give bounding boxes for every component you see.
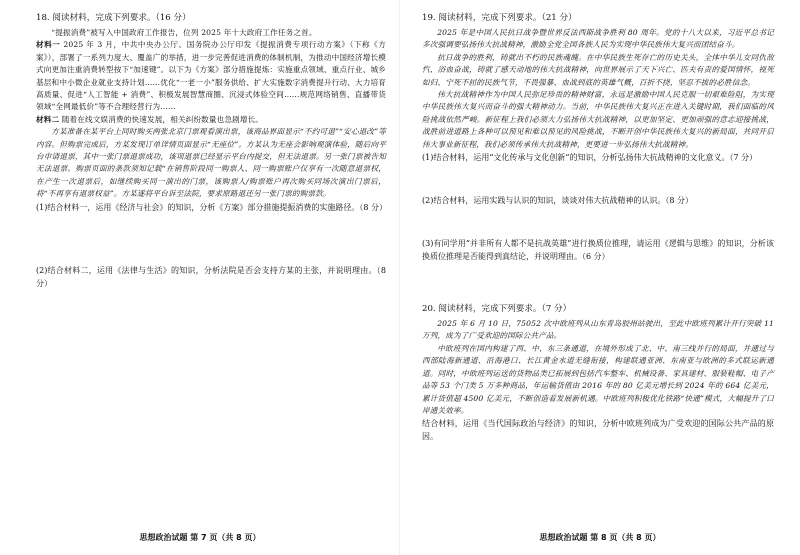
question-20-paragraph-2: 中欧班列在国内构建了西、中、东三条通道，在境外形成了北、中、南三线并行的局面，并通过与西部陆海新通道、沿海港口、长江黄金水道无缝衔接，构建联通亚洲、东南亚与欧洲的多式联运新通道。同时，中欧班列运送的货物品类已拓展到包括汽车整车、机械设备、家具建材、服装鞋帽、电子产品等 53 个门类 5 万多种商品，年运输货值由 2016 年的 80 亿美元增长到 2024 年的 664 亿美元，累计货值超 4500 亿美元，不断创造着发展新机遇。中欧班列积极优化铁路“快通”模式，大幅提升了口岸通关效率。 <box>422 343 774 415</box>
question-18-sub-2: (2)结合材料二，运用《法律与生活》的知识，分析法院是否会支持方某的主张，并说明理由。（8 分） <box>36 265 386 288</box>
answer-space <box>422 164 774 194</box>
question-19-paragraph-1: 2025 年是中国人民抗日战争暨世界反法西斯战争胜利 80 周年。党的十八大以来，习近平总书记多次强调要弘扬伟大抗战精神，激励全党全国各族人民为实现中华民族伟大复兴而团结奋斗。 <box>422 28 774 50</box>
question-19-paragraph-3: 伟大抗战精神作为中国人民弥足珍贵的精神财富，永远是激励中国人民克服一切艰难险阻，为实现中华民族伟大复兴而奋斗的强大精神动力。当前，中华民族伟大复兴正在进入关键时期，我们面临的风险挑战依然严峻。新征程上我们必须大力弘扬伟大抗战精神，以更加坚定、更加顽强的意志迎接挑战，战胜前进道路上各种可以预见和难以预见的风险挑战，不断开创中华民族伟大复兴的新局面，共同开启伟大事业新征程，我们必须传承伟大抗战精神，更要进一步弘扬伟大抗战精神。 <box>422 90 774 149</box>
material-2-case: 方某准备在某平台上同时购买两张北京门票观看演出票，该商品界面显示“不约可退”“安心退改”等内容。但购票完成后，方某发现订单详情页面显示“无座位”。方某认为无座会影响观演体验，随后向平台申请退票，其中一张门票退票成功，该项退票已经显示平台内提交，但无法退票。另一张门票被告知无法退票。购票页面的条款须知记载“在销售阶段同一购票人、同一购票账户仅享有一次随意退票权，在产生一次退票后，如继续购买同一演出的门票，该购票人/购票账户再次购买同场次演出门票后，将“不再享有退票权益”。方某遂将平台诉至法院，要求原路退还另一张门票的购票款。 <box>36 127 386 199</box>
question-18-intro: “提振消费”被写入中国政府工作报告，位列 2025 年十大政府工作任务之首。 <box>51 28 317 37</box>
material-2 <box>36 114 386 126</box>
question-20-heading: 20. 阅读材料，完成下列要求。（7 分） <box>422 304 572 315</box>
exam-page-8 <box>400 0 800 555</box>
material-1-text: 2025 年 3 月，中共中央办公厅、国务院办公厅印发《提振消费专项行动方案》（下称《方案》），部署了一系列力度大、覆盖广的举措，进一步完善促进消费的体制机制，为推动中国经济增长模式向更加注重消费转型按下“加速键”。以下为《方案》部分措施提炼：实施重点领域、重点行业、城乡基层和中小微企业就业支持计划……优化“一老一小”服务供给、扩大实施数字消费提升行动、大力培育高质量、促进“人工智能 + 消费”、积极发展智慧商圈、沉浸式体验空间……规范网络销售、直播带货领域“全网最低价”等不合理经营行为…… <box>36 40 386 112</box>
material-1 <box>36 39 386 113</box>
question-19-sub-3: (3)有同学用“并非所有人都不是抗战英雄”进行换质位推理，请运用《逻辑与思维》的知识，分析该换质位推理是否能得到真结论，并说明理由。（6 分） <box>422 239 774 262</box>
question-19-heading: 19. 阅读材料，完成下列要求。（21 分） <box>422 13 577 23</box>
answer-space <box>36 214 386 264</box>
question-18-sub-1: (1)结合材料一，运用《经济与社会》的知识，分析《方案》部分措施提振消费的实施路径。（8 分） <box>36 202 387 212</box>
answer-space <box>422 263 774 303</box>
material-2-text: 随着在线文娱消费的快速发展，相关纠纷数量也急剧增长。 <box>59 114 264 124</box>
material-1-label: 材料一 <box>36 40 61 50</box>
question-20-paragraph-1: 2025 年 6 月 10 日，75052 次中欧班列从山东青岛胶州站驶出，至此中欧班列累计开行突破 11 万列，成为了广受欢迎的国际公共产品。 <box>422 319 774 341</box>
question-19-paragraph-2: 抗日战争的胜利，铸就出不朽的民族魂魄。在中华民族生死存亡的历史关头，全体中华儿女同仇敌忾、浴血奋战，铸就了感天动地的伟大抗战精神，向世界展示了天下兴亡、匹夫有责的爱国情怀，视死如归、宁死不屈的民族气节，不畏强暴、血战到底的英雄气概，百折不挠、坚忍不拔的必胜信念。 <box>422 52 774 87</box>
page-footer-8: 思想政治试题 第 8 页（共 8 页） <box>539 533 661 542</box>
question-19-sub-2: (2)结合材料，运用实践与认识的知识，谈谈对伟大抗战精神的认识。（8 分） <box>422 196 693 206</box>
material-2-label: 材料二 <box>36 114 60 124</box>
page-footer-7: 思想政治试题 第 7 页（共 8 页） <box>139 533 261 542</box>
answer-space <box>422 207 774 237</box>
question-20-sub-1: 结合材料，运用《当代国际政治与经济》的知识，分析中欧班列成为广受欢迎的国际公共产品的原因。 <box>422 419 774 442</box>
question-19-sub-1: (1)结合材料，运用“文化传承与文化创新”的知识，分析弘扬伟大抗战精神的文化意义。（7 分） <box>422 153 758 163</box>
question-18-heading: 18. 阅读材料，完成下列要求。（16 分） <box>36 13 191 23</box>
